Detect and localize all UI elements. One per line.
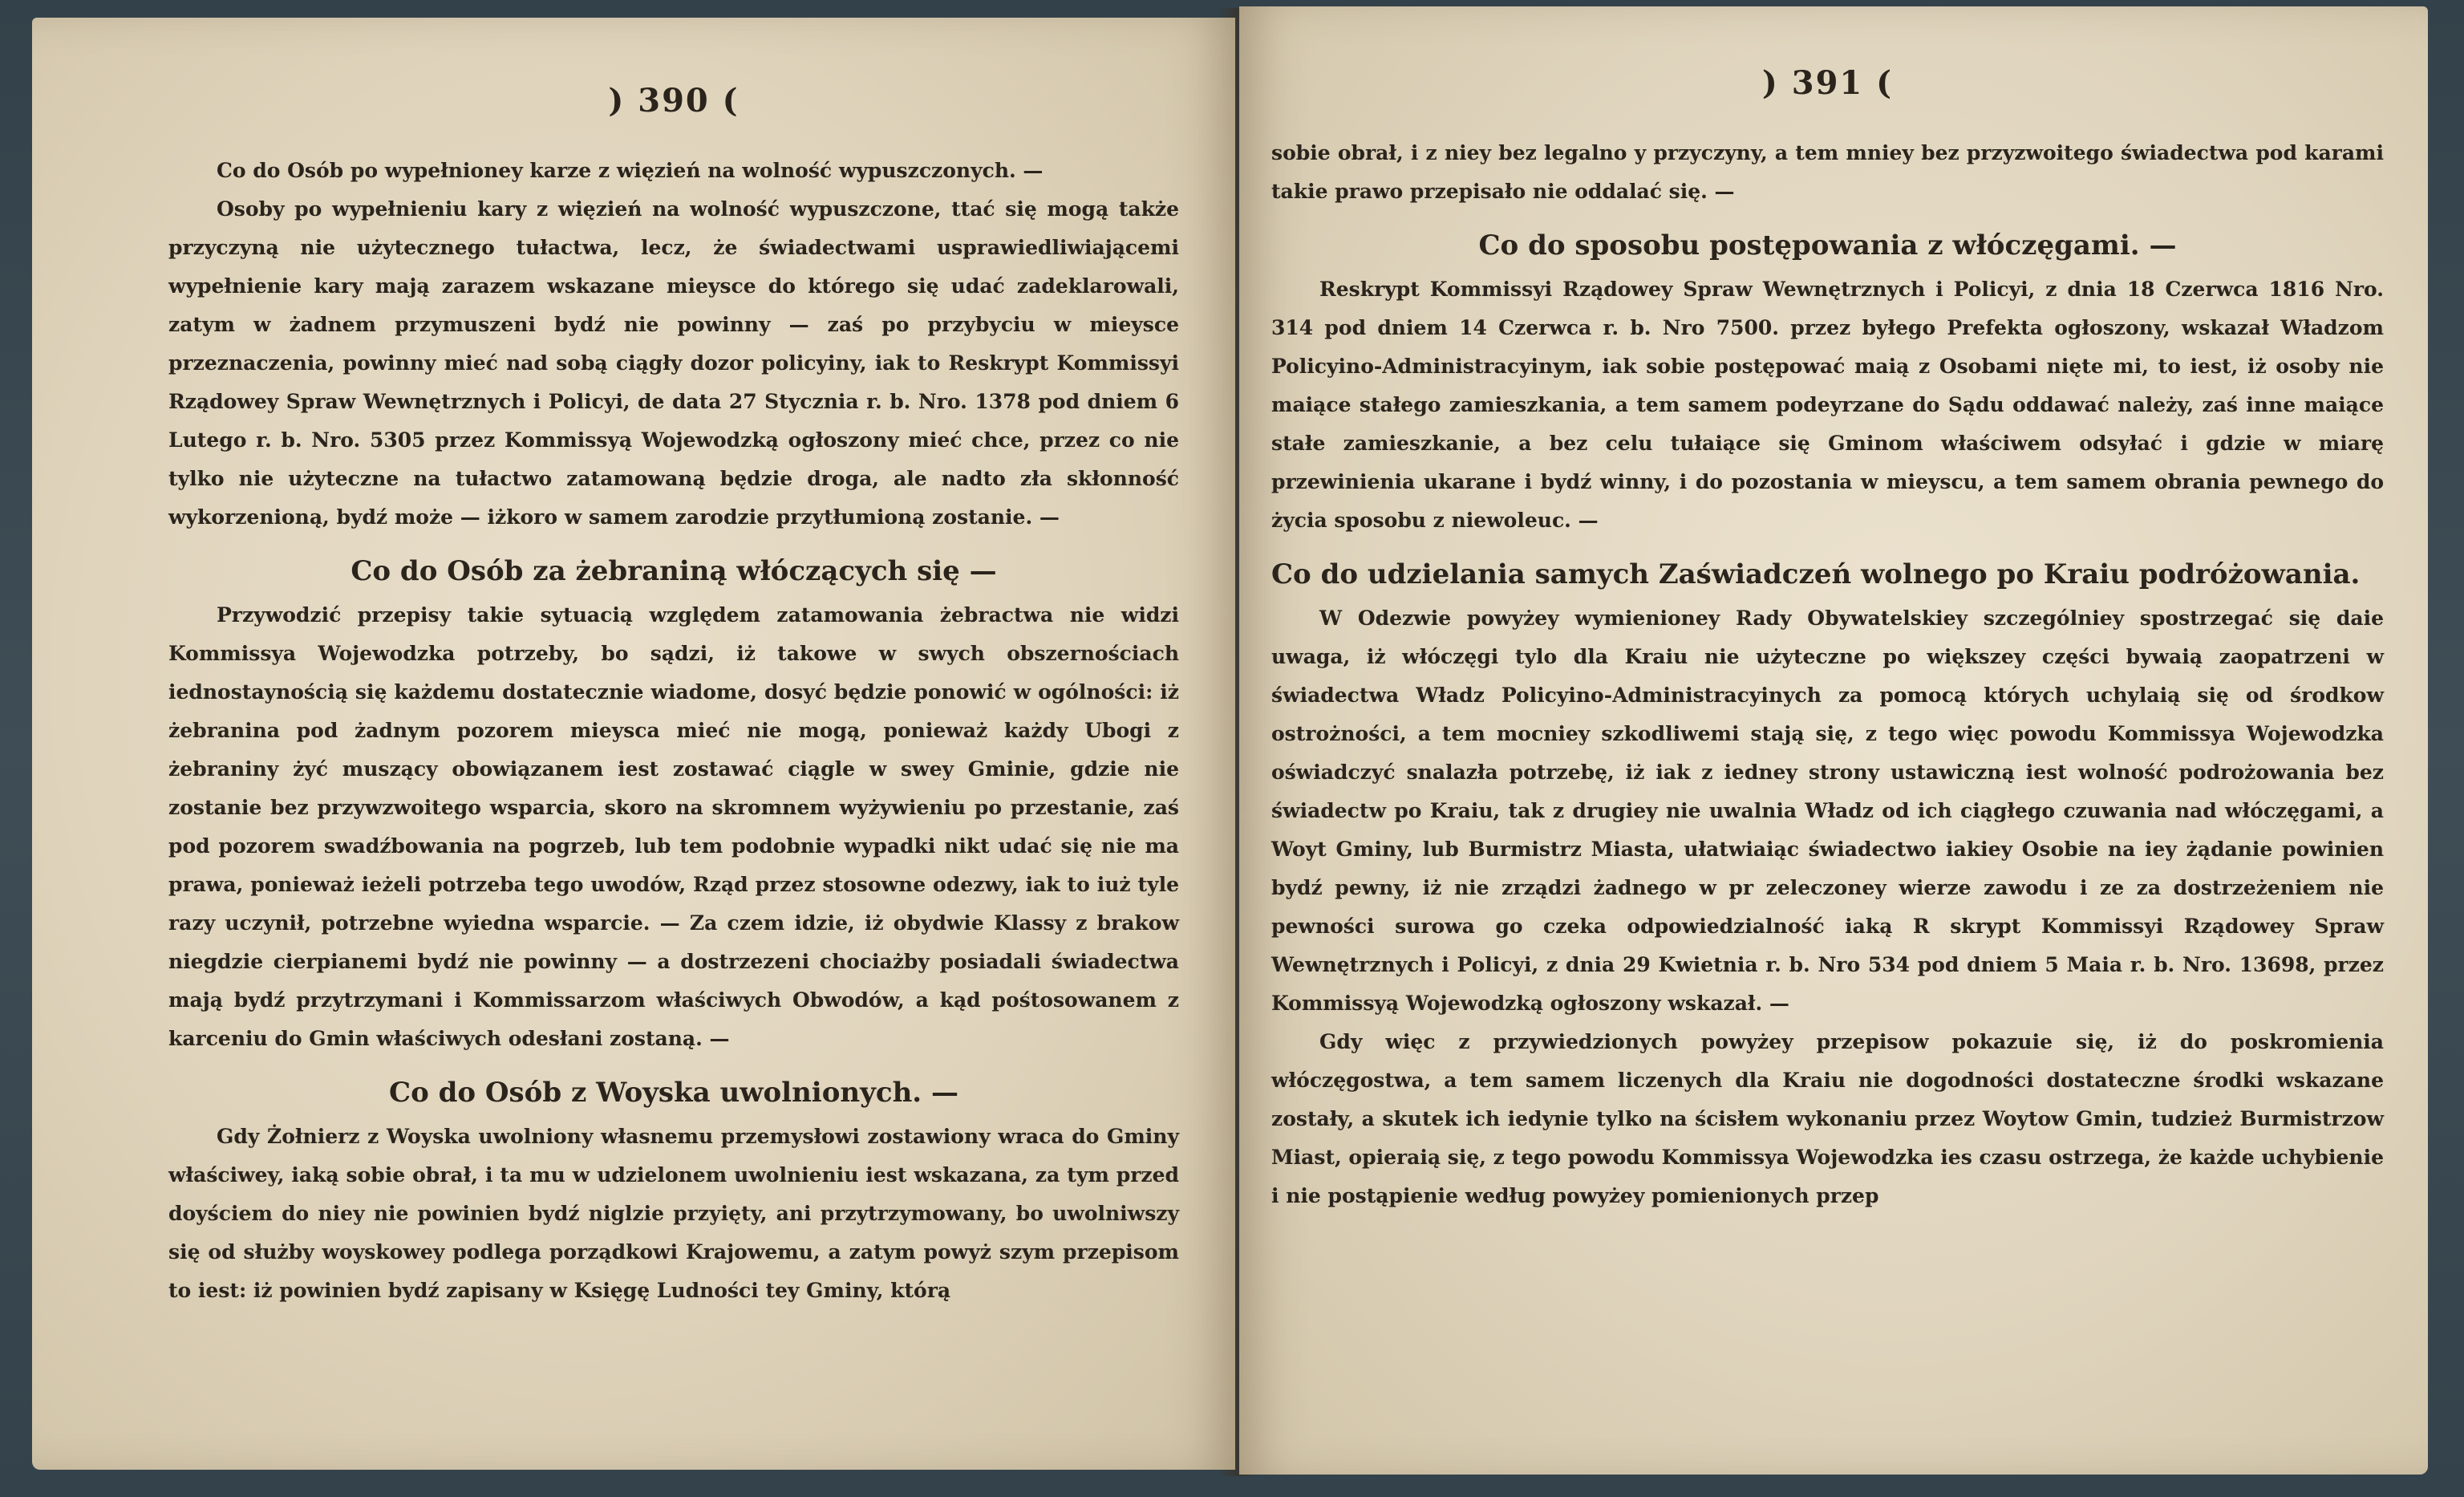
page-number: ) 390 ( bbox=[608, 82, 740, 120]
paragraph: W Odezwie powyżey wymienioney Rady Obywatelskiey szczególniey spostrzegać się daie uwaga, iż włóczęgi tylo dla Kraiu nie użyteczne po większey części bywaią zaopatrzeni w świadectwa Władz Policyino-Administracyinych za pomocą których uchylaią się od środkow ostrożności, a tem mocniey szkodliwemi stają się, z tego więc powodu Kommissya Wojewodzka oświadczyć snalazła potrzebę, iż iak z iedney strony ustawiczną iest wolność podrożowania bez świadectw po Kraiu, tak z drugiey nie uwalnia Władz od ich ciągłego czuwania nad włóczęgami, a Woyt Gminy, lub Burmistrz Miasta, ułatwiaiąc świadectwo iakiey Osobie na iey żądanie powinien bydź pewny, iż nie zrządzi żadnego w pr zeleczoney wierze zawodu i ze za dostrzeżeniem nie pewności surowa go czeka odpowiedzialność iaką R skrypt Kommissyi Rządowey Spraw Wewnętrznych i Policyi, z dnia 29 Kwietnia r. b. Nro 534 pod dniem 5 Maia r. b. Nro. 13698, przez Kommissyą Wojewodzką ogłoszony wskazał. — bbox=[1271, 607, 2384, 1015]
left-page bbox=[32, 18, 1235, 1470]
section-heading: Co do sposobu postępowania z włóczęgami. — bbox=[1478, 229, 2177, 262]
section-heading: Co do udzielania samych Zaświadczeń wolnego po Kraiu podróżowania. bbox=[1271, 558, 2361, 590]
paragraph: Gdy Żołnierz z Woyska uwolniony własnemu przemysłowi zostawiony wraca do Gminy właściwey, iaką sobie obrał, i ta mu w udzielonem uwolnieniu iest wskazana, za tym przed doyściem do niey nie powinien bydź niglzie przyięty, ani przytrzymowany, bo uwolniwszy się od służby woyskowey podlega porządkowi Krajowemu, a zatym powyż szym przepisom to iest: iż powinien bydź zapisany w Księgę Ludności tey Gminy, którą bbox=[168, 1125, 1179, 1302]
paragraph: sobie obrał, i z niey bez legalno y przyczyny, a tem mniey bez przyzwoitego świadectwa pod karami takie prawo przepisało nie oddalać się. — bbox=[1271, 141, 2384, 203]
section-heading: Co do Osób z Woyska uwolnionych. — bbox=[389, 1077, 958, 1109]
paragraph: Reskrypt Kommissyi Rządowey Spraw Wewnętrznych i Policyi, z dnia 18 Czerwca 1816 Nro. 314 pod dniem 14 Czerwca r. b. Nro 7500. przez byłego Prefekta ogłoszony, wskazał Władzom Policyino-Administracyinym, iak sobie postępować maią z Osobami nięte mi, to iest, iż osoby nie maiące stałego zamieszkania, a tem samem podeyrzane do Sądu oddawać należy, zaś inne maiące stałe zamieszkanie, a bez celu tułaiące się Gminom właściwem odsyłać i gdzie w miarę przewinienia ukarane i bydź winny, i do pozostania w mieyscu, a tem samem obrania pewnego do życia sposobu z niewoleuc. — bbox=[1271, 278, 2384, 532]
paragraph: Co do Osób po wypełnioney karze z więzień na wolność wypuszczonych. — bbox=[217, 159, 1044, 182]
paragraph: Osoby po wypełnieniu kary z więzień na wolność wypuszczone, ttać się mogą także przyczyną nie użytecznego tułactwa, lecz, że świadectwami usprawiedliwiającemi wypełnienie kary mają zarazem wskazane mieysce do którego się udać zadeklarowali, zatym w żadnem przymuszeni bydź nie powinny — zaś po przybyciu w mieysce przeznaczenia, powinny mieć nad sobą ciągły dozor policyiny, iak to Reskrypt Kommissyi Rządowey Spraw Wewnętrznych i Policyi, de data 27 Stycznia r. b. Nro. 1378 pod dniem 6 Lutego r. b. Nro. 5305 przez Kommissyą Wojewodzką ogłoszony mieć chce, przez co nie tylko nie użyteczne na tułactwo zatamowaną będzie droga, ale nadto zła skłonność wykorzenioną, bydź może — iżkoro w samem zarodzie przytłumioną zostanie. — bbox=[168, 197, 1179, 529]
right-page bbox=[1239, 6, 2428, 1475]
section-heading: Co do Osób za żebraniną włóczących się — bbox=[351, 555, 997, 587]
page-number: ) 391 ( bbox=[1761, 64, 1894, 102]
paragraph: Przywodzić przepisy takie sytuacią względem zatamowania żebractwa nie widzi Kommissya Wojewodzka potrzeby, bo sądzi, iż takowe w swych obszernościach iednostaynością się każdemu dostatecznie wiadome, dosyć będzie ponowić w ogólności: iż żebranina pod żadnym pozorem mieysca mieć nie mogą, ponieważ każdy Ubogi z żebraniny żyć muszący obowiązanem iest zostawać ciągle w swey Gminie, gdzie nie zostanie bez przywzwoitego wsparcia, skoro na skromnem wyżywieniu po przestanie, zaś pod pozorem swadźbowania na pogrzeb, lub tem podobnie wypadki nikt udać się nie ma prawa, ponieważ ieżeli potrzeba tego uwodów, Rząd przez stosowne odezwy, iak to iuż tyle razy uczynił, potrzebne wyiedna wsparcie. — Za czem idzie, iż obydwie Klassy z brakow niegdzie cierpianemi bydź nie powinny — a dostrzezeni chociażby posiadali świadectwa mają bydź przytrzymani i Kommissarzom właściwych Obwodów, a kąd pośtosowanem z karceniu do Gmin właściwych odesłani zostaną. — bbox=[168, 603, 1179, 1050]
paragraph: Gdy więc z przywiedzionych powyżey przepisow pokazuie się, iż do poskromienia włóczęgostwa, a tem samem liczenych dla Kraiu nie dogodności dostateczne środki wskazane zostały, a skutek ich iedynie tylko na ścisłem wykonaniu przez Woytow Gmin, tudzież Burmistrzow Miast, opieraią się, z tego powodu Kommissya Wojewodzka ies czasu ostrzega, że każde uchybienie i nie postąpienie według powyżey pomienionych przep bbox=[1271, 1030, 2384, 1207]
